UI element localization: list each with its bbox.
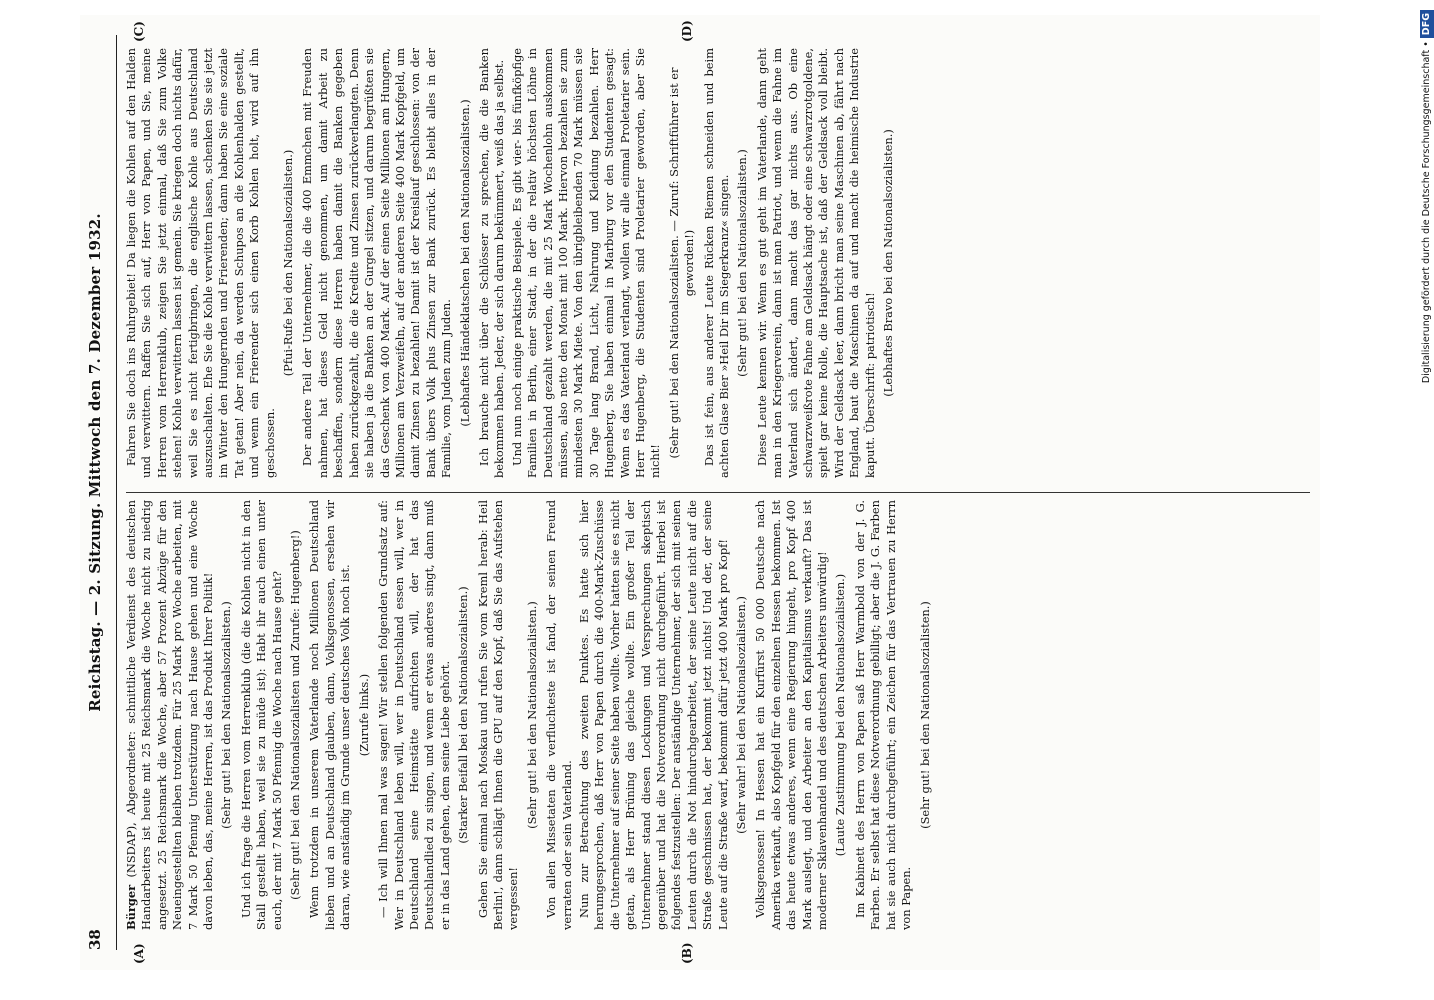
paragraph-text: (Zurufe links.): [356, 673, 371, 757]
speech-paragraph: [477, 48, 508, 478]
paragraph-text: (NSDAP), Abgeordneter: schnittliche Verdienst des deutschen Handarbeiters ist heute mit 25 Reichsmark die Woche nicht zu niedrig angesetzt. 25 Reichsmark die Woche, aber 57 Prozent Abzüge für den Neueingestellten bleiben trotzdem. Für 25 Mark pro Woche arbeiten, mit 7 Mark 50 Pfennig Unterstützung nach Hause gehen und eine Woche davon leben, das, meine Herren, ist das Produkt Ihrer Politik!: [124, 500, 216, 930]
paragraph-text: (Sehr gut! bei den Nationalsozialisten und Zurufe: Hugenberg!): [288, 530, 303, 900]
paragraph-text: Wenn trotzdem in unserem Vaterlande noch Millionen Deutschland lieben und an Deutschland glauben, dann, Volksgenossen, ersehen wir daran, wie anständig im Grunde unser deutsches Volk noch ist.: [307, 500, 353, 930]
speech-paragraph: [702, 48, 733, 478]
paragraph-text: Und ich frage die Herren vom Herrenklub (die die Kohlen nicht in den Stall gestellt haben, weil sie zu müde ist): Habt ihr auch einen unter euch, der mit 7 Mark 50 Pfennig die Woche nach Hause geht?: [238, 500, 284, 930]
paragraph-text: (Sehr gut! bei den Nationalsozialisten. — Zuruf: Schriftführer ist er geworden!): [666, 67, 697, 459]
speech-paragraph: [300, 48, 454, 478]
paragraph-text: (Sehr gut! bei den Nationalsozialisten.): [917, 601, 932, 829]
page-title: Reichstag. — 2. Sitzung. Mittwoch den 7. Dezember 1932.: [86, 213, 104, 712]
interjection: [525, 500, 540, 930]
interjection: [918, 500, 933, 930]
speech-paragraph: [376, 500, 453, 930]
digitization-credit: [1420, 10, 1434, 995]
interjection: [735, 48, 750, 478]
speech-paragraph: [544, 500, 575, 930]
paragraph-text: (Laute Zustimmung bei den Nationalsozialisten.): [833, 573, 848, 857]
margin-mark-b: (B): [680, 942, 694, 964]
speech-paragraph: [239, 500, 285, 930]
speech-paragraph: [755, 48, 878, 478]
paragraph-text: (Sehr gut! bei den Nationalsozialisten.): [219, 601, 234, 829]
credit-text: Digitalisierung gefördert durch die Deutsche Forschungsgemeinschaft •: [1421, 41, 1432, 384]
paragraph-text: (Sehr gut! bei den Nationalsozialisten.): [524, 601, 539, 829]
speech-paragraph: [307, 500, 353, 930]
speech-paragraph: [577, 500, 731, 930]
speech-paragraph: [510, 48, 664, 478]
paragraph-text: Gehen Sie einmal nach Moskau und rufen Sie vom Kreml herab: Heil Berlin!, dann schlägt Ihnen die GPU auf den Kopf, daß Sie das Aufstehen vergessen!: [475, 500, 521, 930]
paragraph-text: Fahren Sie doch ins Ruhrgebiet! Da liegen die Kohlen auf den Halden und verwittern. Raffen Sie sich auf, Herr von Papen, und Sie, meine Herren vom Herrenklub, zeigen Sie jetzt einmal, daß Sie zum Volke stehen! Kohle verwittern lassen ist gemein. Sie kriegen doch nichts dafür, weil Sie es nicht fertigbringen, die englische Kohle aus Deutschland auszuschalten. Ehe Sie die Kohle verwittern lassen, schenken Sie sie jetzt im Winter den Hungernden und Frierenden; dann haben Sie eine soziale Tat getan! Aber nein, da werden Schupos an die Kohlenhalden gestellt, und wenn ein Frierender sich einen Korb Kohlen holt, wird auf ihn geschossen.: [124, 48, 277, 478]
interjection: [881, 48, 896, 478]
speaker-name: Bürger: [124, 884, 138, 930]
page-header: [86, 35, 117, 950]
interjection: [833, 500, 848, 930]
speech-paragraph: [124, 500, 216, 930]
paragraph-text: — Ich will Ihnen mal was sagen! Wir stellen folgenden Grundsatz auf: Wer in Deutschland leben will, wer in Deutschland essen will, wer in Deutschland seine Heimstätte aufrichten will, der hat das Deutschlandlied zu singen, und wenn er etwas anderes singt, dann muß er in das Land gehen, dem seine Liebe gehört.: [376, 500, 452, 930]
interjection: [458, 48, 473, 478]
paragraph-text: (Lebhaftes Händeklatschen bei den Nationalsozialisten.): [457, 99, 472, 427]
scanned-page: [80, 15, 1320, 970]
interjection: [357, 500, 372, 930]
interjection: [281, 48, 296, 478]
left-text-column: [124, 500, 937, 930]
page-content-rotated: [80, 15, 1320, 970]
paragraph-text: (Starker Beifall bei den Nationalsozialisten.): [456, 586, 471, 844]
paragraph-text: Diese Leute kennen wir. Wenn es gut geht im Vaterlande, dann geht man in den Kriegerverein, dann ist man Patriot, und wenn die Fahne im Vaterland sich ändert, dann macht das gar nichts aus. Ob eine schwarzweißrote Fahne am Geldsack hängt oder eine schwarzrotgoldene, spielt gar keine Rolle, die Hauptsache ist, daß der Geldsack voll bleibt. Wird der Geldsack leer, dann bricht man seine Maschinen ab, fährt nach England, baut die Maschinen da auf und macht die heimische Industrie kaputt. Überschrift: patriotisch!: [754, 48, 877, 478]
interjection: [456, 500, 471, 930]
paragraph-text: Der andere Teil der Unternehmer, die die 400 Emmchen mit Freuden nahmen, hat dieses Geld nicht genommen, um damit Arbeit zu beschaffen, sondern diese Herren haben damit die Banken gegeben haben zurückgezahlt, die die Kredite und Zinsen zurückverlangten. Denn sie haben ja die Banken an der Gurgel sitzen, und darum begrüßten sie das Geschenk von 400 Mark. Auf der einen Seite Millionen am Hungern, Millionen am Verzweifeln, auf der anderen Seite 400 Mark Kopfgeld, um damit Zinsen zu bezahlen! Damit ist der Kreislauf geschlossen: von der Bank übers Volk plus Zinsen zur Bank zurück. Es bleibt alles in der Familie, vom Juden zum Juden.: [300, 48, 454, 478]
speech-paragraph: [124, 48, 278, 478]
column-divider: [126, 492, 1310, 493]
speech-paragraph: [476, 500, 522, 930]
right-text-column: [124, 48, 901, 478]
paragraph-text: Ich brauche nicht über die Schlösser zu sprechen, die die Banken bekommen haben. Jeder, der sich darum bekümmert, weiß das ja selbst.: [476, 48, 507, 478]
page-number: 38: [86, 929, 104, 950]
dfg-logo: DFG: [1420, 10, 1434, 38]
interjection: [288, 500, 303, 930]
paragraph-text: Von allen Missetaten die verfluchteste ist fand, der seinen Freund verraten oder sein Vaterland.: [544, 500, 574, 930]
margin-mark-d: (D): [680, 20, 694, 42]
interjection: [667, 48, 698, 478]
paragraph-text: Im Kabinett des Herrn von Papen saß Herr Warmbold von der J. G. Farben. Er selbst hat diese Notverordnung gebilligt; aber die J. G. Farben hat sie auch nicht durchgeführt; ein Zeichen für das Vertrauen zu Herrn von Papen.: [852, 500, 914, 930]
interjection: [734, 500, 749, 930]
paragraph-text: Das ist fein, aus anderer Leute Rücken Riemen schneiden und beim achten Glase Bier »Heil Dir im Siegerkranz« singen.: [701, 48, 732, 478]
paragraph-text: Nun zur Betrachtung des zweiten Punktes. Es hatte sich hier herumgesprochen, daß Herr von Papen durch die 400-Mark-Zuschüsse die Unternehmer auf seiner Seite haben wollte. Vorher hatten sie es nicht getan, als Herr Brüning das gleiche wollte. Ein großer Teil der Unternehmer stand diesen Lockungen und Versprechungen skeptisch gegenüber und hat die Notverordnung nicht durchgeführt. Hierbei ist folgendes festzustellen: Der anständige Unternehmer, der sich mit seinen Leuten durch die Not hindurchgearbeitet, der seine Leute nicht auf die Straße geschmissen hat, der bekommt jetzt nichts! Und der, der seine Leute auf die Straße warf, bekommt dafür jetzt 400 Mark pro Kopf!: [576, 500, 730, 930]
speech-paragraph: [853, 500, 915, 930]
paragraph-text: Und nun noch einige praktische Beispiele. Es gibt vier- bis fünfköpfige Familien in Berlin, einer Stadt, in der die relativ höchsten Löhne in Deutschland gezahlt werden, die mit 25 Mark Wochenlohn auskommen müssen, also netto den Monat mit 100 Mark. Hiervon bezahlen sie zum mindesten 30 Mark Miete. Von den übrigbleibenden 70 Mark müssen sie 30 Tage lang Brand, Licht, Nahrung und Kleidung bezahlen. Herr Hugenberg, Sie haben einmal in Marburg vor den Studenten gesagt: Wenn es das Vaterland verlangt, wollen wir alle einmal Proletarier sein. Herr Hugenberg, die Studenten sind Proletarier geworden, aber Sie nicht!: [509, 48, 663, 478]
speech-paragraph: [753, 500, 830, 930]
interjection: [219, 500, 234, 930]
paragraph-text: (Sehr gut! bei den Nationalsozialisten.): [735, 149, 750, 377]
paragraph-text: (Sehr wahr! bei den Nationalsozialisten.): [734, 596, 749, 834]
paragraph-text: Volksgenossen! In Hessen hat ein Kurfürst 50 000 Deutsche nach Amerika verkauft, also Kopfgeld für den einzelnen Hessen bekommen. Ist das heute etwas anderes, wenn eine Regierung hingeht, pro Kopf 400 Mark auslegt, und den Arbeiter an den Kapitalismus verkauft? Das ist moderner Sklavenhandel und des deutschen Arbeiters unwürdig!: [753, 500, 830, 930]
margin-mark-a: (A): [132, 943, 146, 964]
margin-mark-c: (C): [132, 21, 146, 42]
paragraph-text: (Lebhaftes Bravo bei den Nationalsozialisten.): [881, 129, 896, 397]
paragraph-text: (Pfui-Rufe bei den Nationalsozialisten.): [281, 149, 296, 377]
